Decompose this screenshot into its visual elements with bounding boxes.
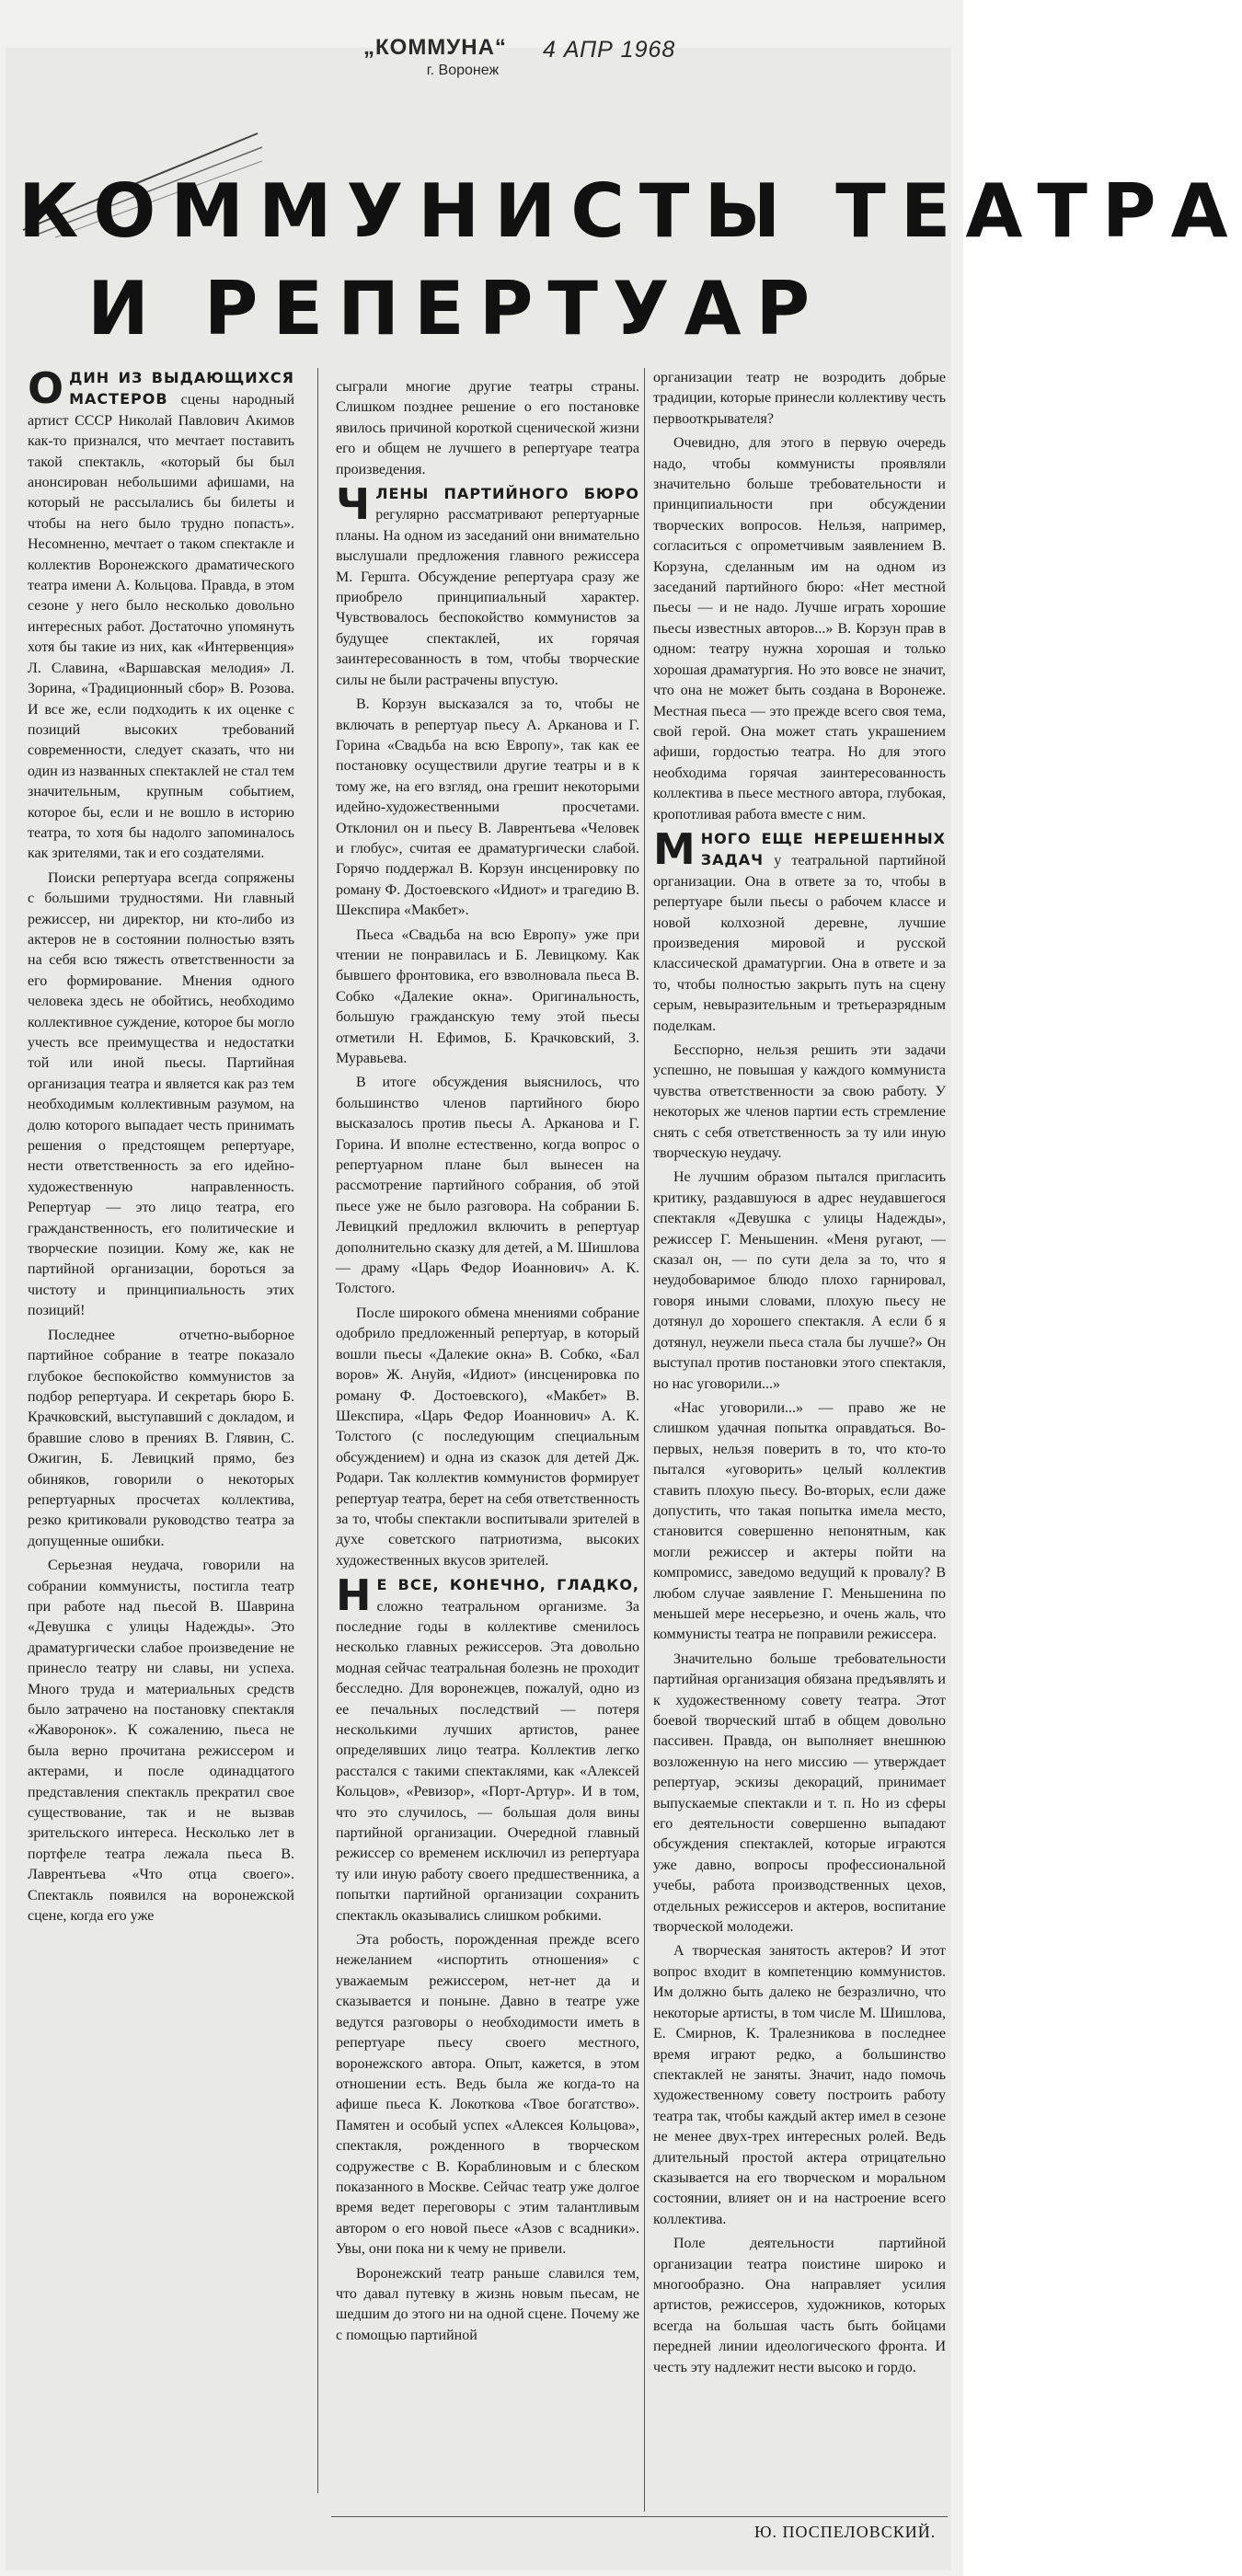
- subhead-caps: Е ВСЕ, КОНЕЧНО, ГЛАДКО,: [376, 1576, 639, 1594]
- lead-text: сцены народный артист СССР Николай Павлович Акимов как-то признался, что мечтает поставить такой спектакль, «который бы был анонсирован небольшими афишами, на который не рассылались бы билеты и чтобы на него было трудно попасть». Несомненно, мечтает о таком спектакле и коллектив Воронежского драматического театра имени А. Кольцова. Правда, в этом сезоне у него было несколько довольно интересных работ. Достаточно упомянуть хотя бы такие из них, как «Интервенция» Л. Славина, «Варшавская мелодия» Л. Зорина, «Традиционный сбор» В. Розова. И все же, если подходить к их оценке с позиций высоких требований современности, следует сказать, что ни один из названных спектаклей не стал тем значительным, крупным событием, которое бы, если и не вошло в историю театра, то хотя бы надолго запоминалось как зрителями, так и его создателями.: [28, 392, 295, 862]
- date-stamp: 4 АПР 1968: [543, 37, 676, 63]
- subhead-text: регулярно рассматривают репертуарные планы. На одном из заседаний они внимательно выслушали предложения главного режиссера М. Гершта. Обсуждение репертуара сразу же приобрело принципиальный характер. Чувствовалось беспокойство коммунистов за будущее спектаклей, их горячая заинтересованность в том, чтобы творческие силы не были растрачены впустую.: [336, 507, 639, 688]
- paragraph: Серьезная неудача, говорили на собрании коммунисты, постигла театр при работе над пьесой В. Шаврина «Девушка с улицы Надежды». Это драматургически слабое произведение не принесло театру ни славы, ни успеха. Много труда и материальных средств было затрачено на постановку спектакля «Жаворонок». К сожалению, пьеса не была верно прочитана режиссером и актерами, и после одинадцатого представления спектакль прекратил свое существование, так и не вызвав зрительского интереса. Несколько лет в портфеле театра лежала пьеса В. Лаврентьева «Что отца своего». Спектакль появился на воронежской сцене, когда его уже: [28, 1558, 294, 1925]
- paragraph: Поле деятельности партийной организации театра поистине широко и многообразно. Она направляет усилия артистов, режиссеров, художников, которых всегда на большая часть быть бойцами передней линии идеологического фронта. И честь эту надлежит нести высоко и гордо.: [653, 2236, 946, 2375]
- article-column-1: [28, 363, 295, 2502]
- subhead-text: у театральной партийной организации. Она в ответе за то, чтобы в репертуаре были пьесы о рабочем классе и новой колхозной деревне, лучшие произведения мировой и русской классической драматургии. Она в ответе и за то, чтобы полностью закрыть путь на сцену серым, невыразительным и третьеразрядным поделкам.: [653, 853, 947, 1034]
- lead-caps: ДИН ИЗ ВЫДАЮЩИХСЯ МАСТЕРОВ: [69, 369, 294, 408]
- drop-cap: О: [28, 363, 64, 413]
- headline-line-1: КОММУНИСТЫ ТЕАТРА: [18, 168, 1242, 254]
- paragraph: Значительно больше требовательности партийная организация обязана предъявлять и к художественному совету театра. Этот боевой творческий штаб в общем довольно пассивен. Правда, он выполняет внешнюю возложенную на него миссию — утверждает репертуар, эскизы декораций, принимает выпускаемые спектакли и т. п. Но из сферы его деятельности совершенно выпадают обсуждения спектаклей, которые играются уже давно, вопросы профессиональной учебы, работа производственных цехов, отдельных режиссеров и актеров, воспитание творческой молодежи.: [653, 1650, 946, 1936]
- paragraph: В. Корзун высказался за то, чтобы не включать в репертуар пьесу А. Арканова и Г. Горина «Свадьба на всю Европу», так как ее постановку осуществили другие театры и в к тому же, на его взгляд, она грешит некоторыми идейно-художественными просчетами. Отклонил он и пьесу В. Лаврентьева «Человек и глобус», считая ее драматургически слабой. Горячо поддержал В. Корзун инсценировку по роману Ф. Достоевского «Идиот» и трагедию В. Шекспира «Макбет».: [336, 696, 639, 919]
- paragraph: Воронежский театр раньше славился тем, что давал путевку в жизнь новым пьесам, не шедшим до этого ни на одной сцене. Почему же с помощью партийной: [336, 2265, 639, 2343]
- paragraph: Последнее отчетно-выборное партийное собрание в театре показало глубокое беспокойство коммунистов за подбор репертуара. И секретарь бюро Б. Крачковский, выступавший с докладом, и бравшие слово в прениях В. Глявин, С. Ожигин, Б. Левицкий прямо, без обиняков, говорили о некоторых репертуарных просчетах коллектива, резко критиковали руководство театра за допущенные ошибки.: [28, 1327, 294, 1549]
- paragraph: А творческая занятость актеров? И этот вопрос входит в компетенцию коммунистов. Им должно быть далеко не безразлично, что некоторые артисты, в том числе М. Шишлова, Е. Смирнов, К. Тралезникова в последнее время играют редко, а большинство спектаклей не заняты. Значит, надо помочь художественному совету построить работу театра так, чтобы каждый актер имел в сезоне не менее двух-трех интересных ролей. Ведь длительный простой актера отрицательно сказывается на его творческом и моральном состоянии, влияет он и на настроение всего коллектива.: [653, 1943, 946, 2227]
- drop-cap: Н: [336, 1570, 372, 1621]
- paragraph: В итоге обсуждения выяснилось, что большинство членов партийного бюро высказалось против пьесы А. Арканова и Г. Горина. И вполне естественно, когда вопрос о репертуарном плане был вынесен на рассмотрение партийного собрания, об этой пьесе уже не было разговора. На собрании Б. Левицкий предложил включить в репертуар дополнительно сказку для детей, а М. Шишлова — драму «Царь Федор Иоаннович» А. К. Толстого.: [336, 1075, 639, 1297]
- paragraph: сыграли многие другие театры страны. Слишком позднее решение о его постановке явилось причиной короткой сценической жизни его и общем не лучшего в репертуаре театра произведения.: [336, 379, 639, 477]
- newspaper-city: г. Воронеж: [426, 63, 500, 78]
- subhead-text: сложно театральном организме. За последние годы в коллективе сменилось несколько главных режиссеров. Эта довольно модная сейчас театральная болезнь не проходит бесследно. Для воронежцев, пожалуй, одно из ее печальных последствий — потеря несколькими лучших артистов, ранее определявших лицо театра. Коллектив легко расстался с такими спектаклями, как «Алексей Кольцов», «Ревизор», «Порт-Артур». И в том, что это случилось, — большая доля вины партийной организации. Очередной главный режиссер со временем исключил из репертуара ту или иную работу своего предшественника, а попытки партийной организации сохранить спектакль оказывались слишком робкими.: [336, 1598, 639, 1924]
- newspaper-stamp: [363, 35, 507, 79]
- drop-cap: Ч: [336, 479, 371, 530]
- column-divider-1: [317, 368, 318, 2493]
- subhead-caps: НОГО ЕЩЕ НЕРЕШЕННЫХ ЗАДАЧ: [700, 829, 946, 869]
- paragraph: Поиски репертуара всегда сопряжены с большими трудностями. Ни главный режиссер, ни директор, ни кто-либо из актеров не в состоянии полностью взять на себя всю тяжесть ответственности за его формирование. Мнения одного человека здесь не обойтись, необходимо коллективное суждение, которое бы могло учесть все преимущества и недостатки той или иной пьесы. Партийная организация театра и является как раз тем необходимым коллективным разумом, на долю которого выпадает честь принимать решения о предстоящем репертуаре, нести ответственность за его идейно-художественную направленность. Репертуар — это лицо театра, его гражданственность, его политические и творческие позиции. Кому же, как не партийной организации, бороться за чистоту и принципиальность этих позиций!: [28, 869, 294, 1319]
- subhead-paragraph-3: [653, 823, 947, 1037]
- drop-cap: М: [653, 823, 696, 874]
- article-column-2: [336, 377, 639, 2548]
- headline-line-2: И РЕПЕРТУАР: [87, 266, 825, 351]
- author-signature: Ю. ПОСПЕЛОВСКИЙ.: [754, 2523, 937, 2541]
- subhead-caps: ЛЕНЫ ПАРТИЙНОГО БЮРО: [375, 485, 639, 503]
- paragraph: организации театр не возродить добрые традиции, которые принесли коллективу честь первооткрывателя?: [653, 370, 946, 427]
- paragraph: Очевидно, для этого в первую очередь надо, чтобы коммунисты проявляли значительно больше требовательности и принципиальности при обсуждении творческих вопросов. Нельзя, например, согласиться с опрометчивым заявлением В. Корзуна, сделанным им на одном из заседаний партийного бюро: «Нет местной пьесы — и не надо. Лучше играть хорошие пьесы известных авторов...» В. Корзун прав в одном: театру нужна хорошая и только хорошая драматургия. Но это вовсе не значит, что она не может быть создана в Воронеже. Местная пьеса — это прежде всего своя тема, свой герой. Она может стать украшением афиши, гордостью театра. Но для этого необходима горячая заинтересованность коллектива в пьесе местного автора, глубокая, кропотливая работа вместе с ним.: [653, 435, 946, 822]
- paragraph: Бесспорно, нельзя решить эти задачи успешно, не повышая у каждого коммуниста чувства ответственности за свою работу. У некоторых же членов партии есть стремление снять с себя ответственность за ту или иную творческую неудачу.: [653, 1042, 946, 1162]
- subhead-paragraph-2: [336, 1570, 639, 1926]
- subhead-paragraph-1: [336, 479, 639, 691]
- paragraph: «Нас уговорили...» — право же не слишком удачная попытка оправдаться. Во-первых, нельзя поверить в то, что кто-то пытался «уговорить» целый коллектив ставить плохую пьесу. Во-вторых, если даже допустить, что такая попытка имела место, становится совершенно непонятным, как могли режиссер и актеры пойти на компромисс, заведомо ведущий к провалу? В любом случае заявление Г. Меньшенина по меньшей мере несерьезно, и очень жаль, что коммунисты театра не поправили режиссера.: [653, 1399, 946, 1643]
- article-column-3: [653, 368, 946, 2539]
- paragraph: Эта робость, порожденная прежде всего нежеланием «испортить отношения» с уважаемым режиссером, нет-нет да и сказывается и поныне. Давно в театре уже ведутся разговоры о необходимости иметь в репертуаре пьесу своего местного, воронежского автора. Опыт, кажется, в этом отношении есть. Ведь была же когда-то на афише пьеса К. Локоткова «Твое богатство». Памятен и особый успех «Алексея Кольцова», спектакля, рожденного в творческом содружестве с В. Кораблиновым и с блеском показанного в Москве. Сейчас театр уже долгое время ведет переговоры с этим талантливым автором о его новой пьесе «Азов с всадники». Увы, они пока ни к чему не привели.: [336, 1932, 639, 2258]
- headline: [18, 168, 1242, 351]
- newspaper-name: „КОММУНА“: [363, 35, 507, 60]
- paragraph: После широкого обмена мнениями собрание одобрило предложенный репертуар, в который вошли пьесы «Далекие окна» В. Собко, «Бал воров» Ж. Ануйя, «Идиот» (инсценировка по роману Ф. Достоевского), «Макбет» В. Шекспира, «Царь Федор Иоаннович» А. К. Толстого (с последующим специальным обсуждением) и одна из сказок для детей Дж. Родари. Так коллектив коммунистов формирует репертуар театра, берет на себя ответственность за то, чтобы спектакли воспитывали зрителей в духе советского патриотизма, высоких художественных вкусов зрителей.: [336, 1305, 639, 1569]
- lead-paragraph: [28, 363, 295, 865]
- column-divider-2: [644, 368, 645, 2512]
- paragraph: Не лучшим образом пытался пригласить критику, раздавшуюся в адрес неудавшегося спектакля «Девушка с улицы Надежды», режиссер Г. Меньшенин. «Меня ругают, — сказал он, — по сути дела за то, что я неудобоваримое блюдо плохо гарнировал, говоря иными словами, плохую пьесу не дотянул до хорошего спектакля. А если б я дотянул, неужели пьеса стала бы лучше?» Он выступал против постановки этого спектакля, но нас уговорили...»: [653, 1169, 946, 1392]
- paragraph: Пьеса «Свадьба на всю Европу» уже при чтении не понравилась и Б. Левицкому. Как бывшего фронтовика, его взволновала пьеса В. Собко «Далекие окна». Оригинальность, большую гражданскую тему этой пьесы отметили Н. Ефимов, Б. Крачковский, З. Муравьева.: [336, 926, 639, 1066]
